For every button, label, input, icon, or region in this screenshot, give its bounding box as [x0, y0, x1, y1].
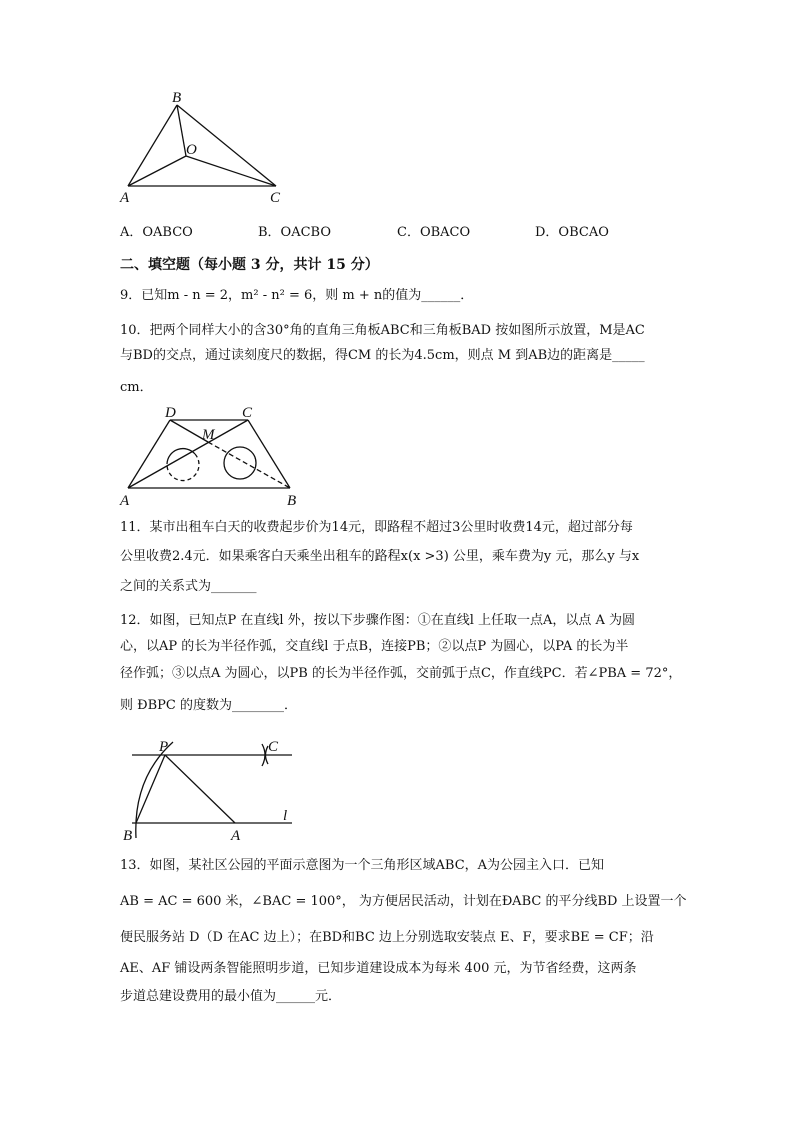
question-12-line-2: 心，以AP 的长为半径作弧，交直线l 于点B，连接PB；②以点P 为圆心，以PA 的长为半: [120, 639, 629, 654]
option-d: D．OBCAO: [535, 225, 609, 240]
circle-left-solid: [167, 449, 195, 464]
segment-pb: [136, 755, 165, 823]
question-9: 9．已知m - n = 2，m² - n² = 6，则 m + n的值为______．: [120, 288, 474, 303]
segment-pa: [165, 755, 235, 823]
label-a: A: [120, 190, 130, 206]
question-12-line-1: 12．如图，已知点P 在直线l 外，按以下步骤作图：①在直线l 上任取一点A，以点 A 为圆: [120, 613, 636, 628]
question-12-line-3: 径作弧；③以点A 为圆心，以PB 的长为半径作弧，交前弧于点C，作直线PC．若∠PBA = 72°，: [120, 666, 682, 681]
label-c: C: [268, 739, 279, 755]
question-10-line-2: 与BD的交点，通过读刻度尺的数据，得CM 的长为4.5cm，则点 M 到AB边的距离是_____: [120, 348, 645, 363]
figure-triangle-abc-with-point-o: [110, 90, 310, 210]
segment-co: [186, 156, 276, 186]
question-12-line-4: 则 ÐBPC 的度数为________．: [120, 698, 298, 713]
figure-construction-p-b-a-c: [115, 730, 315, 845]
question-13-line-4: AE、AF 铺设两条智能照明步道，已知步道建设成本为每米 400 元，为节省经费，这两条: [120, 961, 637, 976]
section-title: 二、填空题（每小题 3 分，共计 15 分）: [120, 257, 379, 273]
question-13-line-3: 便民服务站 D（D 在AC 边上）；在BD和BC 边上分别选取安装点 E、F，要求BE = CF；沿: [120, 930, 654, 945]
label-c: C: [270, 190, 281, 206]
segment-bc: [248, 420, 290, 488]
label-a: A: [120, 493, 130, 509]
label-d: D: [165, 405, 176, 421]
label-c: C: [242, 405, 253, 421]
question-13-line-5: 步道总建设费用的最小值为______元．: [120, 989, 342, 1004]
segment-bo: [177, 105, 186, 156]
question-10-line-1: 10．把两个同样大小的含30°角的直角三角板ABC和三角板BAD 按如图所示放置，M是AC: [120, 323, 645, 338]
option-b: B．OACBO: [258, 225, 331, 240]
label-b: B: [172, 90, 182, 106]
question-13-line-1: 13．如图，某社区公园的平面示意图为一个三角形区域ABC，A为公园主入口．已知: [120, 858, 605, 873]
label-a: A: [231, 828, 241, 844]
question-11-line-3: 之间的关系式为_______: [120, 579, 257, 594]
question-10-line-3: cm．: [120, 380, 153, 395]
option-a: A．OABCO: [120, 225, 193, 240]
label-b: B: [287, 493, 297, 509]
label-p: P: [159, 739, 169, 755]
circle-right: [224, 447, 256, 479]
circle-left-dashed: [167, 454, 199, 481]
question-11-line-1: 11．某市出租车白天的收费起步价为14元，即路程不超过3公里时收费14元，超过部分每: [120, 520, 633, 535]
label-o: O: [186, 142, 197, 158]
question-13-line-2: AB = AC = 600 米，∠BAC = 100°， 为方便居民活动，计划在ÐABC 的平分线BD 上设置一个: [120, 894, 687, 909]
segment-ad: [128, 420, 170, 488]
figure-two-set-squares: [115, 402, 315, 512]
label-b: B: [123, 828, 133, 844]
segment-mb-dashed: [208, 442, 290, 488]
question-11-line-2: 公里收费2.4元．如果乘客白天乘坐出租车的路程x(x >3) 公里，乘车费为y 元，那么y 与x: [120, 549, 640, 564]
label-m: M: [202, 427, 215, 443]
label-l: l: [283, 808, 288, 824]
option-c: C．OBACO: [397, 225, 471, 240]
